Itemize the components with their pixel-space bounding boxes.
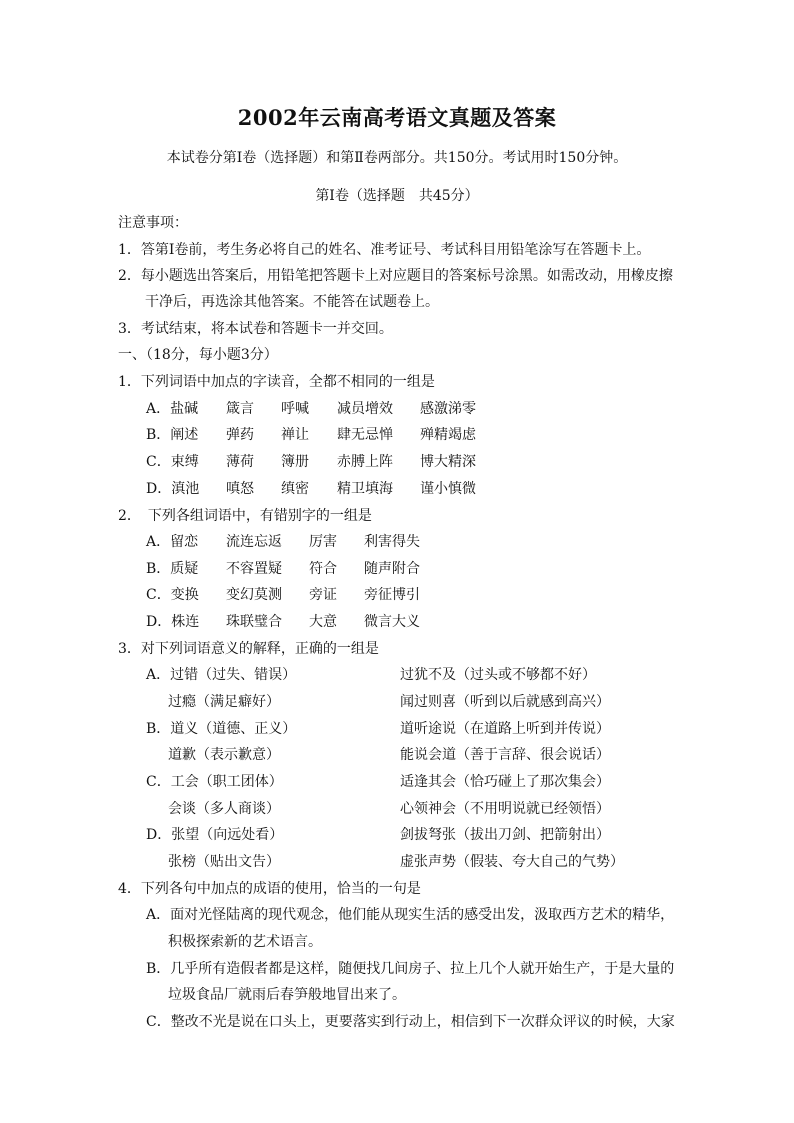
option-b-word-3: 符合 (309, 561, 337, 577)
option-c-left: C．工会（职工团体） (146, 774, 283, 790)
option-a-line-1: A．面对光怪陆离的现代观念，他们能从现实生活的感受出发，汲取西方艺术的精华， (146, 907, 675, 923)
option-d-word-2: 珠联璧合 (226, 614, 282, 630)
option-b-word-5: 殚精竭虑 (420, 427, 476, 443)
option-b-left-2: 道歉（表示歉意） (168, 747, 280, 763)
option-a-word-1: A．盐碱 (146, 401, 199, 417)
note-2-cont: 干净后，再选涂其他答案。不能答在试题卷上。 (145, 294, 439, 310)
option-c-word-5: 博大精深 (420, 454, 476, 470)
option-c-word-4: 赤膊上阵 (337, 454, 393, 470)
option-b-word-2: 弹药 (226, 427, 254, 443)
option-b-word-4: 肆无忌惮 (337, 427, 393, 443)
option-c-word-1: C．变换 (146, 587, 199, 603)
option-a-word-1: A．留恋 (146, 534, 199, 550)
option-d-word-5: 谨小慎微 (420, 481, 476, 497)
option-d-word-1: D．株连 (146, 614, 200, 630)
option-b-word-2: 不容置疑 (226, 561, 282, 577)
option-d-word-3: 缜密 (281, 481, 309, 497)
option-c-line-1: C．整改不光是说在口头上，更要落实到行动上，相信到下一次群众评议的时候，大家 (146, 1014, 675, 1030)
note-2: 2．每小题选出答案后，用铅笔把答题卡上对应题目的答案标号涂黑。如需改动，用橡皮擦 (118, 268, 673, 284)
notes-heading: 注意事项： (118, 215, 188, 231)
page-title: 2002年云南高考语文真题及答案 (237, 105, 557, 130)
exam-intro: 本试卷分第Ⅰ卷（选择题）和第Ⅱ卷两部分。共150分。考试用时150分钟。 (166, 150, 628, 166)
option-b-right-2: 能说会道（善于言辞、很会说话） (400, 747, 610, 763)
note-3: 3．考试结束，将本试卷和答题卡一并交回。 (118, 321, 393, 337)
option-a-word-3: 厉害 (309, 534, 337, 550)
option-a-line-2: 积极探索新的艺术语言。 (168, 934, 322, 950)
part-heading: 一、（18分，每小题3分） (118, 347, 278, 363)
question-2-stem: 2． 下列各组词语中，有错别字的一组是 (118, 508, 372, 524)
option-b-word-1: B．质疑 (146, 561, 199, 577)
option-c-word-3: 簿册 (281, 454, 309, 470)
option-a-left: A．过错（过失、错误） (146, 667, 297, 683)
question-4-stem: 4．下列各句中加点的成语的使用，恰当的一句是 (118, 881, 421, 897)
option-d-left-2: 张榜（贴出文告） (168, 854, 280, 870)
option-d-left: D．张望（向远处看） (146, 827, 284, 843)
option-a-word-3: 呼喊 (281, 401, 309, 417)
option-d-right: 剑拔弩张（拔出刀剑、把箭射出） (400, 827, 610, 843)
option-a-word-4: 减员增效 (337, 401, 393, 417)
option-a-word-4: 利害得失 (364, 534, 420, 550)
question-1-stem: 1．下列词语中加点的字读音，全都不相同的一组是 (118, 374, 435, 390)
option-a-word-2: 箴言 (226, 401, 254, 417)
option-a-left-2: 过瘾（满足癖好） (168, 694, 280, 710)
option-a-word-2: 流连忘返 (226, 534, 282, 550)
option-b-word-1: B．阐述 (146, 427, 199, 443)
option-d-word-2: 嗔怒 (226, 481, 254, 497)
option-c-right: 适逢其会（恰巧碰上了那次集会） (400, 774, 610, 790)
option-b-left: B．道义（道德、正义） (146, 721, 297, 737)
option-a-right-2: 闻过则喜（听到以后就感到高兴） (400, 694, 610, 710)
option-b-line-2: 垃圾食品厂就雨后春笋般地冒出来了。 (168, 987, 406, 1003)
section-title: 第Ⅰ卷（选择题 共45分） (315, 188, 479, 204)
option-a-word-5: 感激涕零 (420, 401, 476, 417)
option-d-word-4: 精卫填海 (337, 481, 393, 497)
option-c-word-2: 变幻莫测 (226, 587, 282, 603)
option-c-word-3: 旁证 (309, 587, 337, 603)
option-b-line-1: B．几乎所有造假者都是这样，随便找几间房子、拉上几个人就开始生产，于是大量的 (146, 961, 675, 977)
option-c-right-2: 心领神会（不用明说就已经领悟） (400, 801, 610, 817)
option-b-right: 道听途说（在道路上听到并传说） (400, 721, 610, 737)
option-c-word-2: 薄荷 (226, 454, 254, 470)
option-c-left-2: 会谈（多人商谈） (168, 801, 280, 817)
option-c-word-4: 旁征博引 (364, 587, 420, 603)
option-d-word-4: 微言大义 (364, 614, 420, 630)
option-a-right: 过犹不及（过头或不够都不好） (400, 667, 596, 683)
option-d-word-3: 大意 (309, 614, 337, 630)
option-d-right-2: 虚张声势（假装、夸大自己的气势） (400, 854, 624, 870)
option-c-word-1: C．束缚 (146, 454, 199, 470)
option-d-word-1: D．滇池 (146, 481, 200, 497)
question-3-stem: 3．对下列词语意义的解释，正确的一组是 (118, 641, 379, 657)
option-b-word-3: 禅让 (281, 427, 309, 443)
option-b-word-4: 随声附合 (364, 561, 420, 577)
note-1: 1．答第Ⅰ卷前，考生务必将自己的姓名、准考证号、考试科目用铅笔涂写在答题卡上。 (118, 242, 651, 258)
